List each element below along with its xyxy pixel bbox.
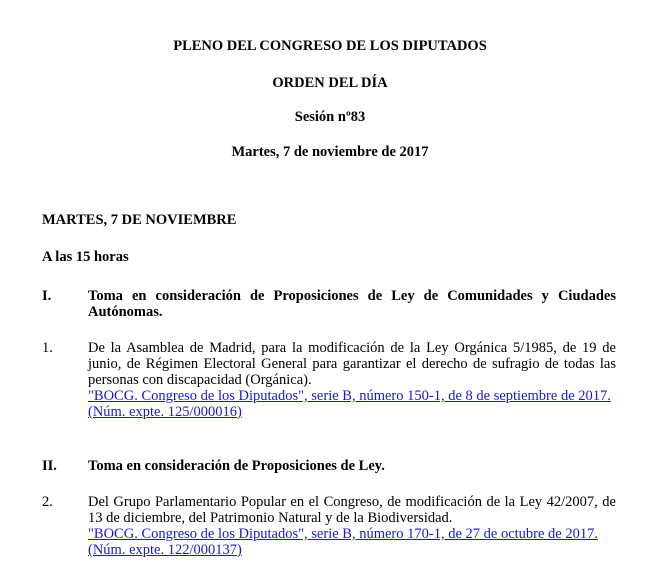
item-number: 1. [42, 340, 53, 356]
document-title: PLENO DEL CONGRESO DE LOS DIPUTADOS [173, 38, 487, 54]
section-numeral: II. [42, 458, 57, 474]
bocg-link[interactable]: "BOCG. Congreso de los Diputados", serie B, número 150-1, de 8 de septiembre de 2017. [88, 388, 611, 404]
section-numeral: I. [42, 288, 52, 304]
agenda-item [88, 494, 616, 558]
item-text: De la Asamblea de Madrid, para la modificación de la Ley Orgánica 5/1985, de 19 de junio, de Régimen Electoral General para garantizar el derecho de sufragio de todas las personas con discapacidad (Orgánica). [88, 340, 616, 388]
session-number: Sesión nº83 [294, 109, 366, 125]
expte-link[interactable]: (Núm. expte. 125/000016) [88, 404, 242, 420]
item-number: 2. [42, 494, 53, 510]
item-text: Del Grupo Parlamentario Popular en el Congreso, de modificación de la Ley 42/2007, de 13 de diciembre, del Patrimonio Natural y de la Biodiversidad. [88, 494, 616, 526]
time-heading: A las 15 horas [42, 249, 129, 265]
agenda-item [88, 340, 616, 420]
agenda-heading: ORDEN DEL DÍA [272, 75, 388, 91]
day-heading: MARTES, 7 DE NOVIEMBRE [42, 212, 237, 228]
section-title: Toma en consideración de Proposiciones de Ley. [88, 458, 385, 474]
session-date: Martes, 7 de noviembre de 2017 [231, 144, 429, 160]
section-title: Toma en consideración de Proposiciones de Ley de Comunidades y Ciudades Autónomas. [88, 288, 616, 320]
bocg-link[interactable]: "BOCG. Congreso de los Diputados", serie B, número 170-1, de 27 de octubre de 2017. [88, 526, 598, 542]
expte-link[interactable]: (Núm. expte. 122/000137) [88, 542, 242, 558]
